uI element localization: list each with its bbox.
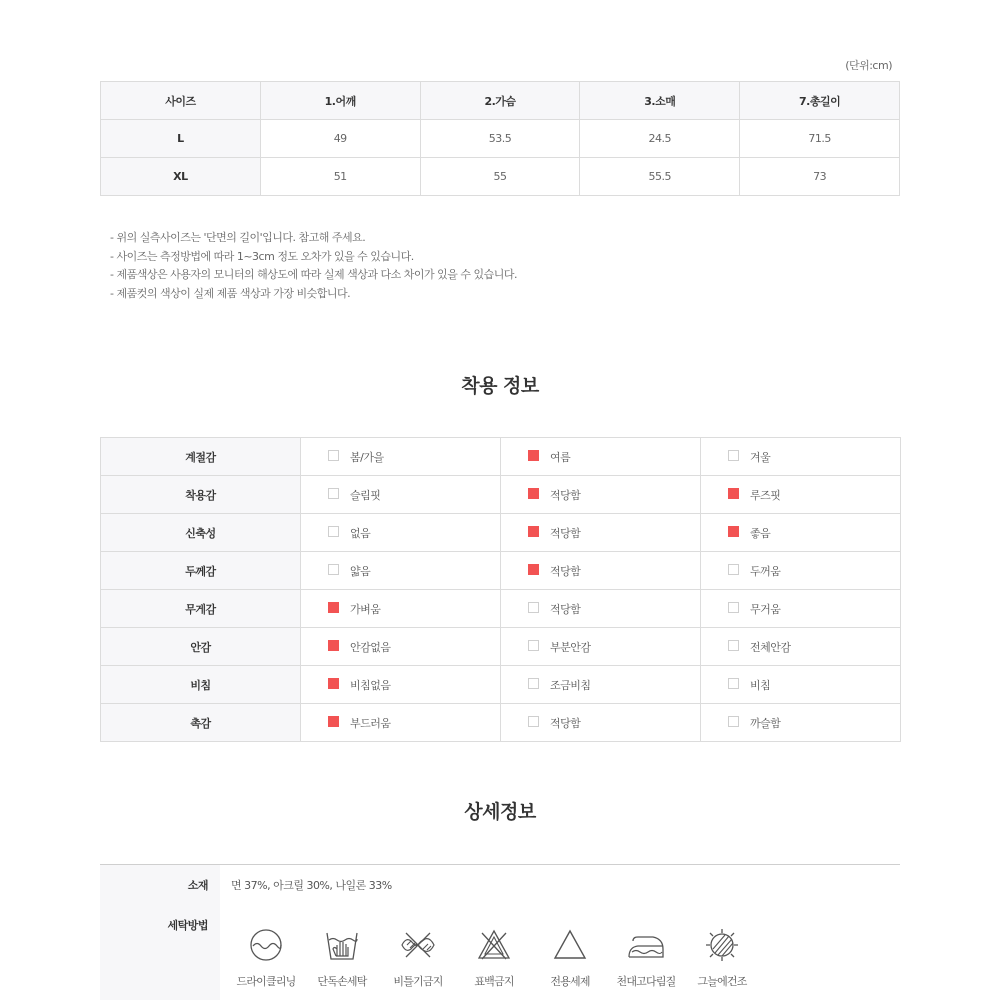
fit-info-row — [101, 590, 901, 628]
wash-item — [684, 927, 760, 989]
fit-info-option — [501, 628, 701, 666]
fit-info-title: 착용 정보 — [461, 375, 539, 397]
checked-box-icon — [328, 640, 339, 651]
fit-info-row-label: 두께감 — [101, 552, 301, 590]
details-panel — [100, 864, 900, 1000]
fit-info-option-label: 적당함 — [550, 602, 581, 616]
size-chart-header-row — [101, 82, 900, 120]
fit-info-option-label: 무거움 — [750, 602, 781, 616]
note-item: - 사이즈는 측정방법에 따라 1~3cm 정도 오차가 있을 수 있습니다. — [110, 249, 414, 263]
fit-info-option-label: 부드러움 — [350, 716, 391, 730]
size-chart-cell: 55.5 — [580, 158, 740, 196]
fit-info-option — [701, 476, 901, 514]
fit-info-option-label: 좋음 — [750, 526, 771, 540]
wash-label-text: 그늘에건조 — [697, 975, 747, 988]
wash-label-text: 드라이클리닝 — [236, 975, 296, 988]
size-chart-header: 3.소매 — [580, 82, 740, 120]
wash-item — [608, 927, 684, 989]
details-title: 상세정보 — [464, 801, 536, 823]
unchecked-box-icon — [528, 678, 539, 689]
note-item: - 제품컷의 색상이 실제 제품 색상과 가장 비슷합니다. — [110, 286, 351, 300]
wash-label-text: 천대고다림질 — [616, 975, 676, 988]
fit-info-option-label: 적당함 — [550, 488, 581, 502]
fit-info-option — [301, 704, 501, 742]
dry-clean-icon — [246, 927, 286, 963]
fit-info-option — [701, 438, 901, 476]
fit-info-option-label: 적당함 — [550, 716, 581, 730]
fit-info-row — [101, 552, 901, 590]
fit-info-option-label: 조금비침 — [550, 678, 591, 692]
fit-info-option — [501, 552, 701, 590]
fit-info-option — [501, 666, 701, 704]
wash-item — [456, 927, 532, 989]
fit-info-row-label: 무게감 — [101, 590, 301, 628]
fit-info-option-label: 비침 — [750, 678, 771, 692]
size-chart-row — [101, 120, 900, 158]
fit-info-option-label: 부분안감 — [550, 640, 591, 654]
wash-icons — [228, 927, 760, 989]
fit-info-row — [101, 514, 901, 552]
fit-info-option — [301, 666, 501, 704]
unchecked-box-icon — [528, 602, 539, 613]
fit-info-row-label: 안감 — [101, 628, 301, 666]
fit-info-option — [701, 590, 901, 628]
fit-info-row — [101, 476, 901, 514]
fit-info-option — [701, 514, 901, 552]
checked-box-icon — [528, 526, 539, 537]
wash-item — [304, 927, 380, 989]
size-chart-size: L — [101, 120, 261, 158]
fit-info-option-label: 슬림핏 — [350, 488, 381, 502]
unchecked-box-icon — [328, 564, 339, 575]
fit-info-option — [701, 628, 901, 666]
size-chart-header: 사이즈 — [101, 82, 261, 120]
wash-item — [228, 927, 304, 989]
unchecked-box-icon — [728, 716, 739, 727]
fit-info-option — [301, 476, 501, 514]
fit-info-table — [100, 437, 901, 742]
fit-info-row-label: 계절감 — [101, 438, 301, 476]
no-wring-icon — [398, 927, 438, 963]
note-item: - 위의 실측사이즈는 '단면의 길이'입니다. 참고해 주세요. — [110, 231, 366, 244]
size-chart-cell: 53.5 — [420, 120, 580, 158]
cloth-iron-icon — [626, 927, 666, 963]
hand-wash-icon — [322, 927, 362, 963]
fit-info-row-label: 신축성 — [101, 514, 301, 552]
size-notes — [110, 229, 517, 303]
size-chart-row — [101, 158, 900, 196]
fit-info-option-label: 안감없음 — [350, 640, 391, 654]
unchecked-box-icon — [328, 488, 339, 499]
fit-info-row-label: 비침 — [101, 666, 301, 704]
checked-box-icon — [328, 678, 339, 689]
fit-info-row-label: 촉감 — [101, 704, 301, 742]
size-chart-header: 1.어깨 — [260, 82, 420, 120]
fit-info-option-label: 까슬함 — [750, 716, 781, 730]
fit-info-option-label: 비침없음 — [350, 678, 391, 692]
size-chart-cell: 24.5 — [580, 120, 740, 158]
fit-info-option — [501, 476, 701, 514]
fit-info-option — [301, 552, 501, 590]
fit-info-option — [501, 438, 701, 476]
fit-info-option — [701, 666, 901, 704]
wash-label: 세탁방법 — [167, 919, 208, 932]
fit-info-option-label: 가벼움 — [350, 602, 381, 616]
fit-info-option-label: 얇음 — [350, 564, 371, 578]
shade-dry-icon — [702, 927, 742, 963]
size-chart-header: 2.가슴 — [420, 82, 580, 120]
fit-info-option — [301, 628, 501, 666]
unchecked-box-icon — [528, 640, 539, 651]
unchecked-box-icon — [728, 678, 739, 689]
size-chart-cell: 49 — [260, 120, 420, 158]
fit-info-body — [101, 438, 901, 742]
unchecked-box-icon — [728, 450, 739, 461]
fit-info-option-label: 적당함 — [550, 564, 581, 578]
fit-info-row-label: 착용감 — [101, 476, 301, 514]
checked-box-icon — [728, 488, 739, 499]
unit-label: (단위:cm) — [845, 59, 892, 72]
fit-info-option-label: 루즈핏 — [750, 488, 781, 502]
unchecked-box-icon — [528, 716, 539, 727]
note-item: - 제품색상은 사용자의 모니터의 해상도에 따라 실제 색상과 다소 차이가 있을 수 있습니다. — [110, 268, 517, 281]
neutral-detergent-icon — [550, 927, 590, 963]
checked-box-icon — [528, 450, 539, 461]
checked-box-icon — [528, 564, 539, 575]
fit-info-option-label: 겨울 — [750, 450, 771, 464]
fit-info-option-label: 여름 — [550, 450, 571, 464]
fit-info-row — [101, 704, 901, 742]
fit-info-option-label: 적당함 — [550, 526, 581, 540]
checked-box-icon — [728, 526, 739, 537]
unchecked-box-icon — [728, 640, 739, 651]
size-chart-cell: 71.5 — [740, 120, 900, 158]
unchecked-box-icon — [328, 526, 339, 537]
fit-info-row — [101, 438, 901, 476]
no-bleach-icon — [474, 927, 514, 963]
fit-info-option-label: 전체안감 — [750, 640, 791, 654]
fit-info-option — [701, 704, 901, 742]
size-chart-cell: 73 — [740, 158, 900, 196]
material-value: 면 37%, 아크릴 30%, 나일론 33% — [231, 879, 392, 892]
fit-info-option-label: 없음 — [350, 526, 371, 540]
fit-info-row — [101, 666, 901, 704]
fit-info-option — [501, 704, 701, 742]
fit-info-option — [701, 552, 901, 590]
checked-box-icon — [528, 488, 539, 499]
fit-info-option-label: 봄/가을 — [350, 450, 384, 464]
fit-info-option — [301, 514, 501, 552]
fit-info-option-label: 두꺼움 — [750, 564, 781, 578]
fit-info-option — [501, 590, 701, 628]
checked-box-icon — [328, 716, 339, 727]
size-chart-table — [100, 81, 900, 196]
unchecked-box-icon — [728, 602, 739, 613]
fit-info-option — [301, 590, 501, 628]
wash-label-text: 전용세제 — [550, 975, 590, 988]
fit-info-option — [501, 514, 701, 552]
size-chart-size: XL — [101, 158, 261, 196]
wash-label-text: 비틀기금지 — [393, 975, 443, 988]
unchecked-box-icon — [728, 564, 739, 575]
material-label: 소재 — [187, 879, 208, 892]
wash-item — [532, 927, 608, 989]
unchecked-box-icon — [328, 450, 339, 461]
wash-item — [380, 927, 456, 989]
fit-info-row — [101, 628, 901, 666]
size-chart-cell: 51 — [260, 158, 420, 196]
fit-info-option — [301, 438, 501, 476]
size-chart-header: 7.총길이 — [740, 82, 900, 120]
wash-label-text: 표백금지 — [474, 975, 514, 988]
size-chart-cell: 55 — [420, 158, 580, 196]
checked-box-icon — [328, 602, 339, 613]
wash-label-text: 단독손세탁 — [317, 975, 367, 988]
